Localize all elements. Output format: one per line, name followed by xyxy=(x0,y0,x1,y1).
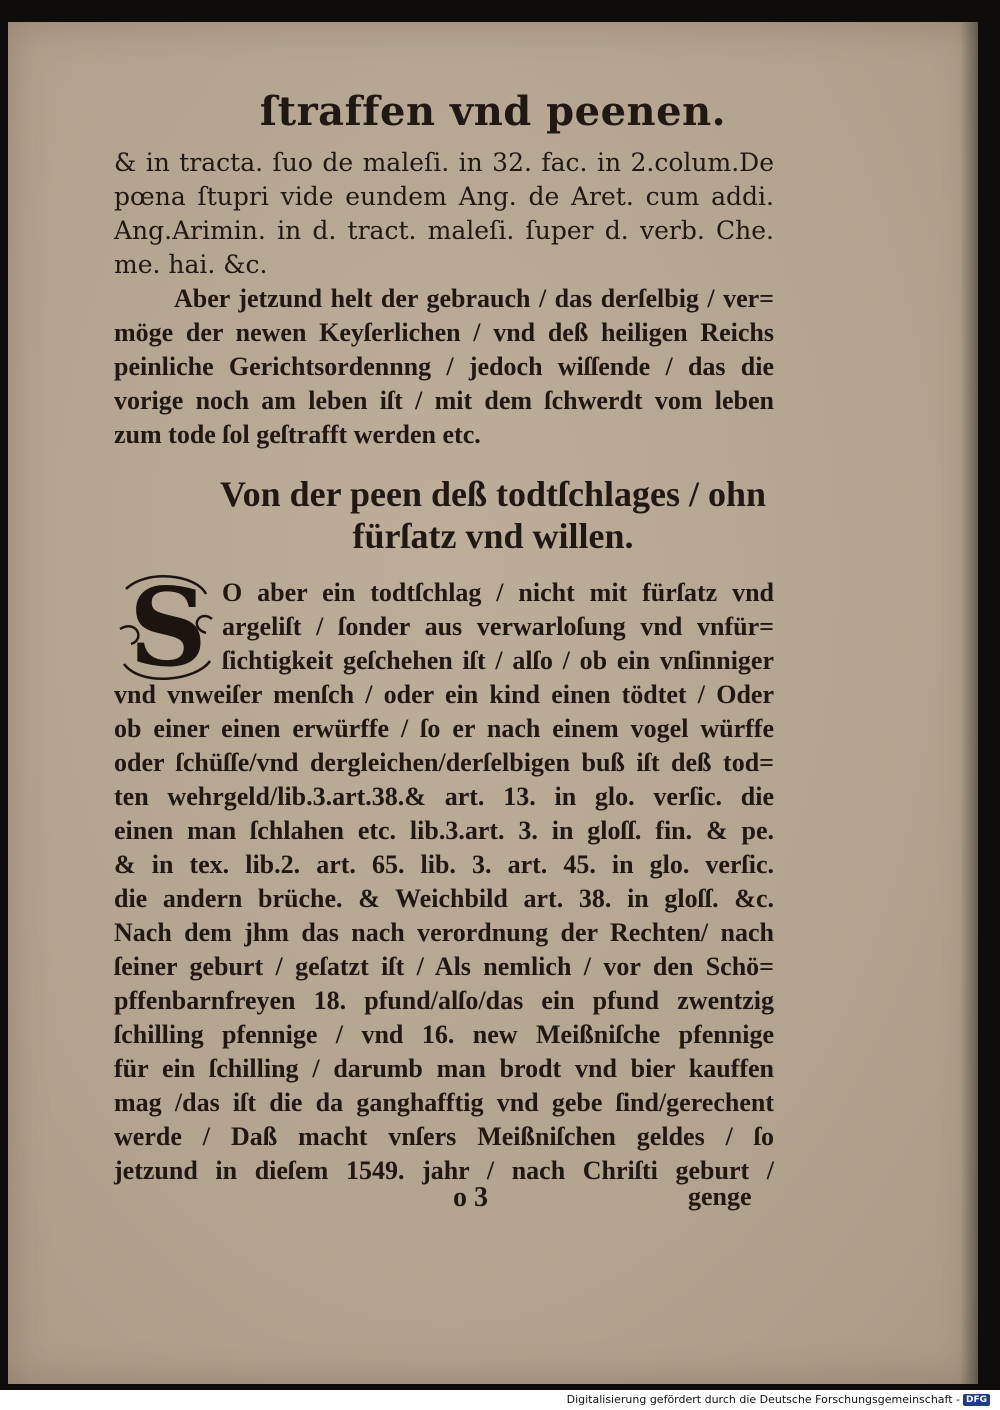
initial-letter: S xyxy=(129,565,207,691)
decorated-initial xyxy=(116,565,220,691)
section-heading-line-1: Von der peen deß todtſchlages / ohn xyxy=(219,474,767,514)
text-line: ſchilling pfennige / vnd 16. new Meißniſche pfennige xyxy=(114,1020,774,1049)
text-line: & in tracta. ſuo de maleſi. in 32. fac. in 2.colum.De xyxy=(114,148,774,177)
page-spine-shadow xyxy=(960,22,978,1384)
catchword: genge xyxy=(688,1182,752,1211)
digitization-credit xyxy=(0,1390,990,1410)
text-line: peinliche Gerichtsordennng / jedoch wiſſende / das die xyxy=(114,352,774,381)
text-line: Aber jetzund helt der gebrauch / das derſelbig / ver= xyxy=(174,284,774,313)
text-line: oder ſchüſſe/vnd dergleichen/derſelbigen buß iſt deß tod= xyxy=(114,748,774,777)
text-line: me. hai. &c. xyxy=(114,250,268,279)
signature-mark: o 3 xyxy=(453,1182,488,1213)
text-line: Ang.Arimin. in d. tract. maleſi. ſuper d. verb. Che. xyxy=(114,216,774,245)
text-line: argeliſt / ſonder aus verwarloſung vnd vnfür= xyxy=(222,612,774,641)
text-line: ſeiner geburt / geſatzt iſt / Als nemlich / vor den Schö= xyxy=(114,952,774,981)
text-line: für ein ſchilling / darumb man brodt vnd bier kauffen xyxy=(114,1054,774,1083)
text-line: Nach dem jhm das nach verordnung der Rechten/ nach xyxy=(114,918,774,947)
text-line: werde / Daß macht vnſers Meißniſchen geldes / ſo xyxy=(114,1122,774,1151)
text-line: O aber ein todtſchlag / nicht mit fürſatz vnd xyxy=(222,578,774,607)
running-head: ſtraffen vnd peenen. xyxy=(259,88,727,135)
book-page xyxy=(8,22,978,1384)
text-line: pffenbarnfreyen 18. pfund/alſo/das ein pfund zwentzig xyxy=(114,986,774,1015)
text-line: ſichtigkeit geſchehen iſt / alſo / ob ein vnſinniger xyxy=(222,646,774,675)
text-line: zum tode ſol geſtrafft werden etc. xyxy=(114,420,481,449)
text-line: die andern brüche. & Weichbild art. 38. in gloſſ. &c. xyxy=(114,884,774,913)
text-line: ten wehrgeld/lib.3.art.38.& art. 13. in glo. verſic. die xyxy=(114,782,774,811)
text-line: ob einer einen erwürffe / ſo er nach einem vogel würffe xyxy=(114,714,774,743)
text-line: vorige noch am leben iſt / mit dem ſchwerdt vom leben xyxy=(114,386,774,415)
text-line: jetzund in dieſem 1549. jahr / nach Chriſti geburt / xyxy=(114,1156,774,1185)
text-line: einen man ſchlahen etc. lib.3.art. 3. in gloſſ. fin. & pe. xyxy=(114,816,774,845)
dfg-logo-icon: DFG xyxy=(963,1394,990,1406)
text-line: möge der newen Keyſerlichen / vnd deß heiligen Reichs xyxy=(114,318,774,347)
section-heading-line-2: fürſatz vnd willen. xyxy=(352,516,634,556)
text-line: & in tex. lib.2. art. 65. lib. 3. art. 45. in glo. verſic. xyxy=(114,850,774,879)
credit-text: Digitalisierung gefördert durch die Deutsche Forschungsgemeinschaft - xyxy=(566,1393,960,1406)
text-line: vnd vnweiſer menſch / oder ein kind einen tödtet / Oder xyxy=(114,680,774,709)
text-line: pœna ſtupri vide eundem Ang. de Aret. cum addi. xyxy=(114,182,774,211)
text-line: mag /das iſt die da ganghafftig vnd gebe ſind/gerechent xyxy=(114,1088,774,1117)
